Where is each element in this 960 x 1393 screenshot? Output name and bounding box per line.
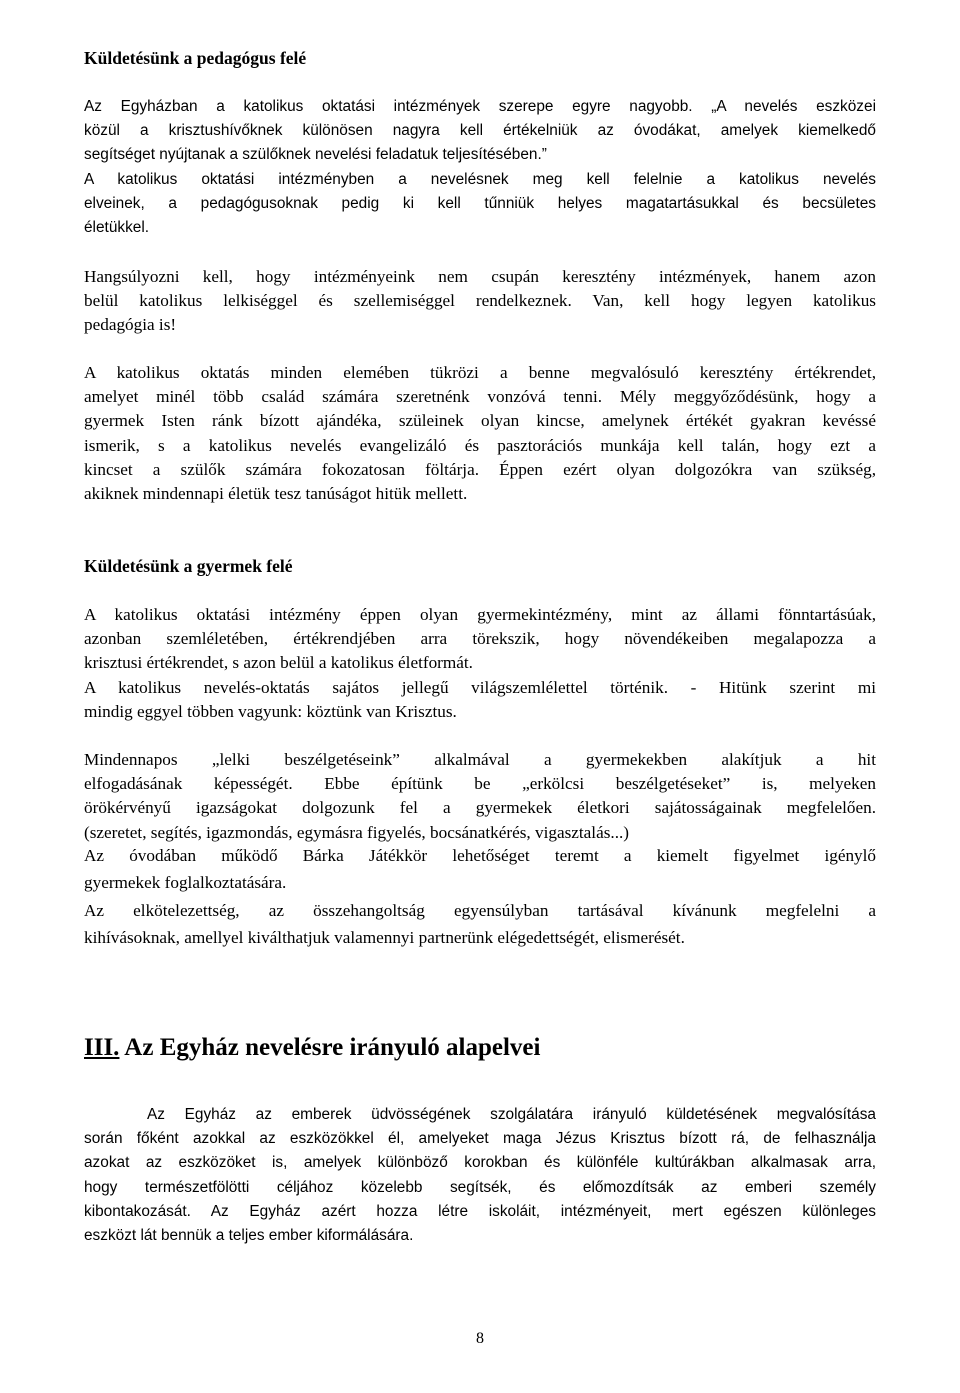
page-number: 8: [476, 1330, 484, 1347]
text-line: életükkel.: [84, 219, 150, 237]
paragraph-conversations: [84, 748, 876, 845]
text-line: mindig eggyel többen vagyunk: köztünk van Krisztus.: [84, 702, 457, 722]
section-heading-pedagogus: Küldetésünk a pedagógus felé: [84, 48, 307, 68]
text-line: segítséget nyújtanak a szülőknek nevelési feladatuk teljesítésében.”: [84, 146, 547, 164]
paragraph-intro: [84, 95, 876, 168]
text-line: pedagógia is!: [84, 315, 177, 335]
text-line: A katolikus nevelés-oktatás sajátos jellegű világszemlélettel történik. - Hitünk szerint mi: [84, 678, 876, 697]
text-line: Hangsúlyozni kell, hogy intézményeink nem csupán keresztény intézmények, hanem azon: [84, 267, 876, 286]
text-line: Az óvodában működő Bárka Játékkör lehetőséget teremt a kiemelt figyelmet igénylő: [84, 846, 876, 865]
text-line: elfogadásának képességét. Ebbe építünk be „erkölcsi beszélgetéseket” is, melyeken: [84, 774, 876, 794]
section-heading-gyermek: Küldetésünk a gyermek felé: [84, 556, 293, 576]
text-line: Mindennapos „lelki beszélgetéseink” alkalmával a gyermekekben alakítjuk a hit: [84, 750, 876, 769]
text-line: belül katolikus lelkiséggel és szellemiséggel rendelkeznek. Van, kell hogy legyen katolikus: [84, 291, 876, 311]
text-line: A katolikus oktatási intézményben a nevelésnek meg kell felelnie a katolikus nevelés: [84, 171, 876, 188]
text-line: közül a krisztushívőknek különösen nagyra kell értékelniük az óvodákat, amelyek kiemelkedő: [84, 122, 876, 140]
text-line: kincset a szülők számára fokozatosan föltárja. Éppen ezért olyan dolgozókra van szükség,: [84, 459, 876, 479]
text-line: Az Egyház az emberek üdvösségének szolgálatára irányuló küldetésének megvalósítása: [147, 1106, 876, 1123]
paragraph-catholic-spirit: [84, 265, 876, 338]
text-line: A katolikus oktatási intézmény éppen olyan gyermekintézmény, mint az állami fönntartásúak,: [84, 605, 876, 624]
text-line: azonban szemléletében, értékrendjében arra törekszik, hogy növendékeiben megalapozza a: [84, 629, 876, 649]
text-line: (szeretet, segítés, igazmondás, egymásra figyelés, bocsánatkérés, vigasztalás...): [84, 822, 630, 842]
paragraph-commitment: [84, 898, 876, 951]
text-line: amelyet minél több család számára szeretnénk vonzóvá tenni. Mély meggyőződésünk, hogy a: [84, 387, 876, 407]
paragraph-barka: [84, 843, 876, 896]
text-line: elveinek, a pedagógusoknak pedig ki kell tűnniük helyes magatartásukkal és becsületes: [84, 195, 876, 213]
paragraph-educator-role: [84, 168, 876, 241]
text-line: A katolikus oktatás minden elemében tükrözi a benne megvalósuló keresztény értékrendet,: [84, 363, 876, 382]
text-line: során főként azokkal az eszközökkel él, amelyeket maga Jézus Krisztus bízott rá, de felhasználja: [84, 1130, 876, 1148]
chapter-title: Az Egyház nevelésre irányuló alapelvei: [119, 1034, 541, 1061]
chapter-number: III.: [84, 1034, 120, 1061]
text-line: gyermek Isten ránk bízott ajándéka, szüleinek olyan kincse, amelynek értékét gyakran kevéssé: [84, 411, 876, 431]
text-line: eszközt lát bennük a teljes ember kiformálására.: [84, 1227, 414, 1245]
text-line: kihívásoknak, amellyel kiválthatjuk valamennyi partnerünk elégedettségét, elismerését.: [84, 927, 685, 947]
paragraph-values: [84, 361, 876, 506]
text-line: örökérvényű igazságokat dolgozunk fel a gyermekek életkori sajátosságainak megfelelően.: [84, 798, 876, 818]
text-line: Az elkötelezettség, az összehangoltság egyensúlyban tartásával kívánunk megfelelni a: [84, 901, 876, 920]
text-line: ismerik, s a katolikus nevelés evangelizáló és pasztorációs munkája kell talán, hogy ezt a: [84, 435, 876, 455]
paragraph-church-principles: [84, 1103, 876, 1248]
chapter-heading: [84, 1033, 540, 1063]
paragraph-institution: [84, 603, 876, 676]
text-line: Az Egyházban a katolikus oktatási intézmények szerepe egyre nagyobb. „A nevelés eszközei: [84, 98, 876, 115]
text-line: azokat az eszközöket is, amelyek különböző korokban és különféle kultúrákban alkalmasak arra,: [84, 1154, 876, 1172]
text-line: hogy természetfölötti céljához közelebb segítsék, és előmozdítsák az emberi személy: [84, 1178, 876, 1196]
text-line: gyermekek foglalkoztatására.: [84, 872, 287, 892]
text-line: krisztusi értékrendet, s azon belül a katolikus életformát.: [84, 653, 473, 673]
paragraph-worldview: [84, 676, 876, 724]
text-line: kibontakozását. Az Egyház azért hozza létre iskoláit, intézményeit, mert egészen különleges: [84, 1202, 876, 1220]
text-line: akiknek mindennapi életük tesz tanúságot hitük mellett.: [84, 484, 468, 504]
